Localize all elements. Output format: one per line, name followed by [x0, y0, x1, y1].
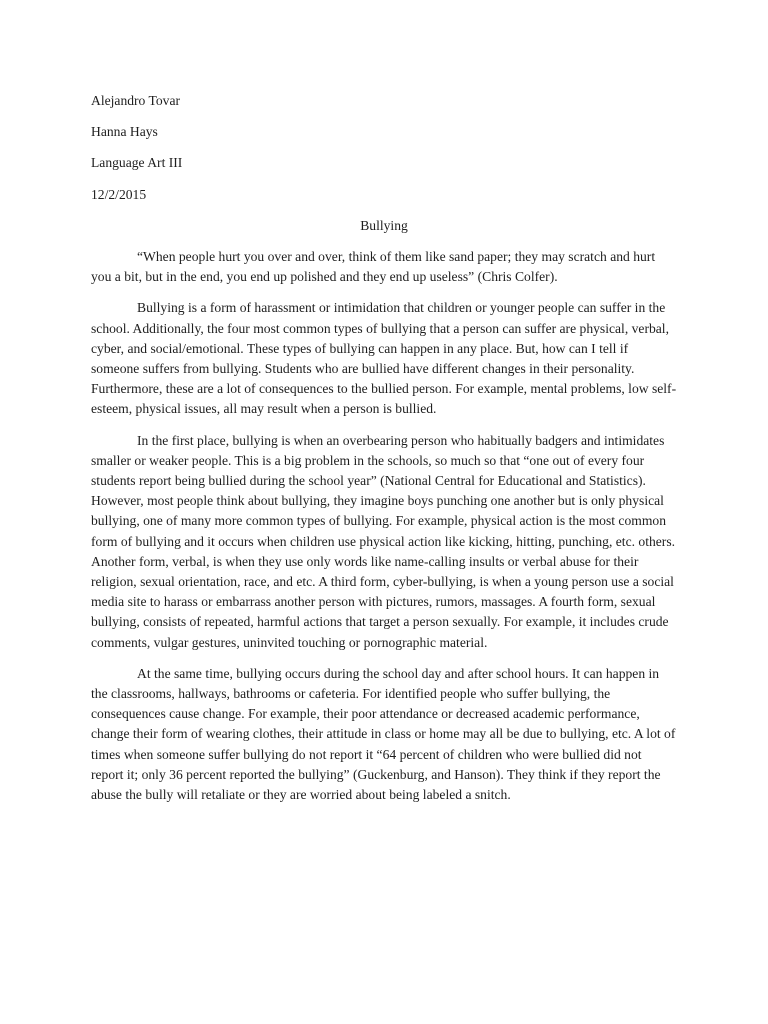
document-body — [91, 91, 677, 816]
paragraph-introduction: Bullying is a form of harassment or intimidation that children or younger people can suffer in the school. Additionally, the four most common types of bullying that a person can suffer are physical, verbal, cyber, and social/emotional. These types of bullying can happen in any place. But, how can I tell if someone suffers from bullying. Students who are bullied have different changes in their personality. Furthermore, these are a lot of consequences to the bullied person. For example, mental problems, low self-esteem, physical issues, all may result when a person is bullied. — [91, 300, 677, 417]
paragraph-consequences: At the same time, bullying occurs during the school day and after school hours. It can happen in the classrooms, hallways, bathrooms or cafeteria. For identified people who suffer bullying, the consequences cause change. For example, their poor attendance or decreased academic performance, change their form of wearing clothes, their attitude in class or home may all be due to bullying, etc. A lot of times when someone suffer bullying do not report it “64 percent of children who were bullied did not report it; only 36 percent reported the bullying” (Guckenburg, and Hanson). They think if they report the abuse the bully will retaliate or they are worried about being labeled a snitch. — [91, 665, 676, 803]
document-date: 12/2/2015 — [91, 186, 147, 202]
author-name: Alejandro Tovar — [91, 93, 181, 108]
paragraph-types: In the first place, bullying is when an overbearing person who habitually badgers and intimidates smaller or weaker people. This is a big problem in the schools, so much so that “one out of every four students report being bullied during the school year” (National Central for Educational and Statistics). However, most people think about bullying, they imagine boys punching one another but is only physical bullying, one of many more common types of bullying. For example, physical action is the most common form of bullying and it occurs when children use physical action like kicking, hitting, punching, etc. others. Another form, verbal, is when they use only words like name-calling insults or verbal abuse for their religion, sexual orientation, race, and etc. A third form, cyber-bullying, is when a young person use a social media site to harass or embarrass another person with pictures, rumors, massages. A fourth form, sexual bullying, consists of repeated, harmful actions that target a person sexually. For example, it includes crude comments, vulgar gestures, uninvited touching or pornographic material. — [91, 432, 676, 650]
document-title: Bullying — [360, 217, 408, 233]
paragraph-quote: “When people hurt you over and over, think of them like sand paper; they may scratch and hurt you a bit, but in the end, you end up polished and they end up useless” (Chris Colfer). — [91, 249, 656, 285]
course-name: Language Art III — [91, 155, 183, 171]
teacher-name: Hanna Hays — [91, 124, 158, 140]
